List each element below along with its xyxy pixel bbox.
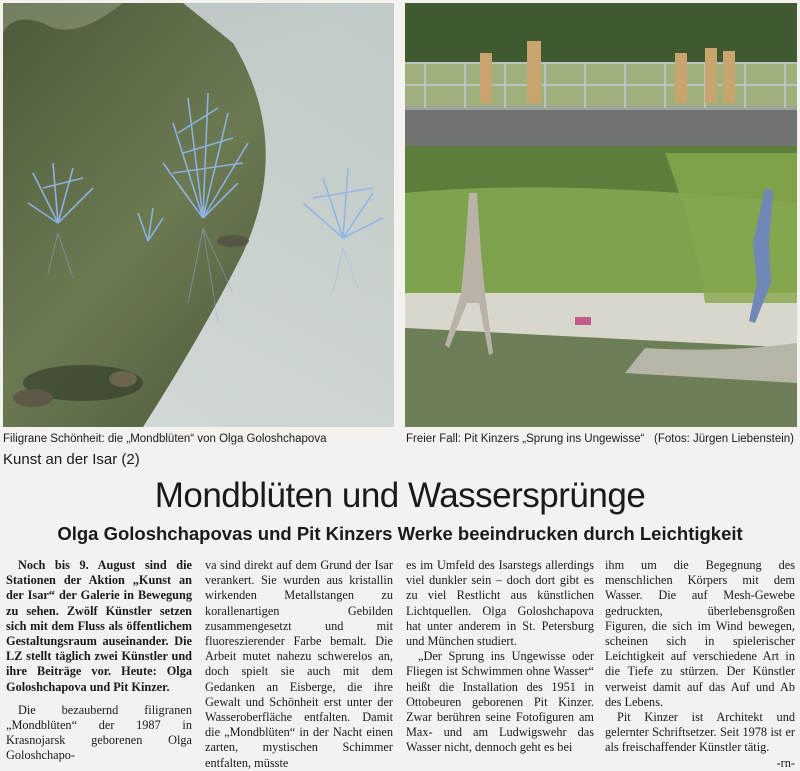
column-4 (605, 558, 795, 770)
sprung-illustration (405, 3, 797, 427)
paragraph: „Der Sprung ins Ungewisse oder Fliegen ist Schwimmen ohne Wasser“ heißt die Installation des 1951 in Ottobeuren geborenen Pit Kinzer. Zwar berühren seine Fotofiguren am Max- und am Ludwigswehr das Wasser nicht, dennoch geht es bei (406, 649, 594, 755)
author-signature: -rn- (776, 755, 795, 770)
lead-paragraph: Noch bis 9. August sind die Stationen der Aktion „Kunst an der Isar“ der Galerie in Bewegung zu sehen. Zwölf Künstler setzen sich mit dem Fluss als öffentlichem Gestaltungsraum auseinander. Die LZ stellt täglich zwei Künstler und ihre Beiträge vor. Heute: Olga Goloshchapova und Pit Kinzer. (6, 558, 192, 694)
column-1 (6, 558, 192, 763)
caption-right: Freier Fall: Pit Kinzers „Sprung ins Ungewisse“ (406, 433, 645, 445)
column-3 (406, 558, 594, 755)
series-label: Kunst an der Isar (2) (3, 451, 140, 468)
paragraph: Die bezaubernd filigranen „Mondblüten“ der 1987 in Krasnojarsk geborenen Olga Goloshchapo- (6, 702, 192, 763)
caption-left: Filigrane Schönheit: die „Mondblüten“ von Olga Goloshchapova (3, 433, 327, 445)
column-2 (205, 558, 393, 770)
mondblueten-illustration (3, 3, 394, 427)
headline: Mondblüten und Wassersprünge (154, 476, 646, 515)
photo-credit: (Fotos: Jürgen Liebenstein) (654, 433, 794, 445)
paragraph: es im Umfeld des Isarstegs allerdings viel dunkler sein – doch dort gibt es zu viel Restlicht aus künstlichen Lichtquellen. Olga Goloshchapova hat unter anderem in St. Petersburg und München studiert. (406, 558, 594, 649)
paragraph: ihm um die Begegnung des menschlichen Körpers mit dem Wasser. Die auf Mesh-Gewebe gedruckten, überlebensgroßen Figuren, die sich im Wind bewegen, scheinen sich in spielerischer Leichtigkeit auf verschiedene Art in die Tiefe zu stürzen. Der Künstler verweist damit auf das Auf und Ab des Lebens. (605, 558, 795, 709)
subheadline: Olga Goloshchapovas und Pit Kinzers Werke beeindrucken durch Leichtigkeit (57, 523, 743, 544)
paragraph: va sind direkt auf dem Grund der Isar verankert. Sie wurden aus kristallin wirkenden Metallstangen zu korallenartigen Gebilden zusammengesetzt und mit fluoreszierender Farbe bemalt. Die Arbeit mutet nahezu schwerelos an, doch spielt sie auch mit dem Gedanken an Eisberge, die ihre Gewalt und Schönheit erst unter der Wasseroberfläche entfalten. Damit die „Mondblüten“ in der Nacht einen zarten, mystischen Schimmer entfalten, müsste (205, 558, 393, 770)
paragraph: Pit Kinzer ist Architekt und gelernter Schriftsetzer. Seit 1978 ist er als freischaffender Künstler tätig. (605, 710, 795, 755)
photo-mondblueten (3, 3, 394, 427)
photo-sprung-ins-ungewisse (405, 3, 797, 427)
